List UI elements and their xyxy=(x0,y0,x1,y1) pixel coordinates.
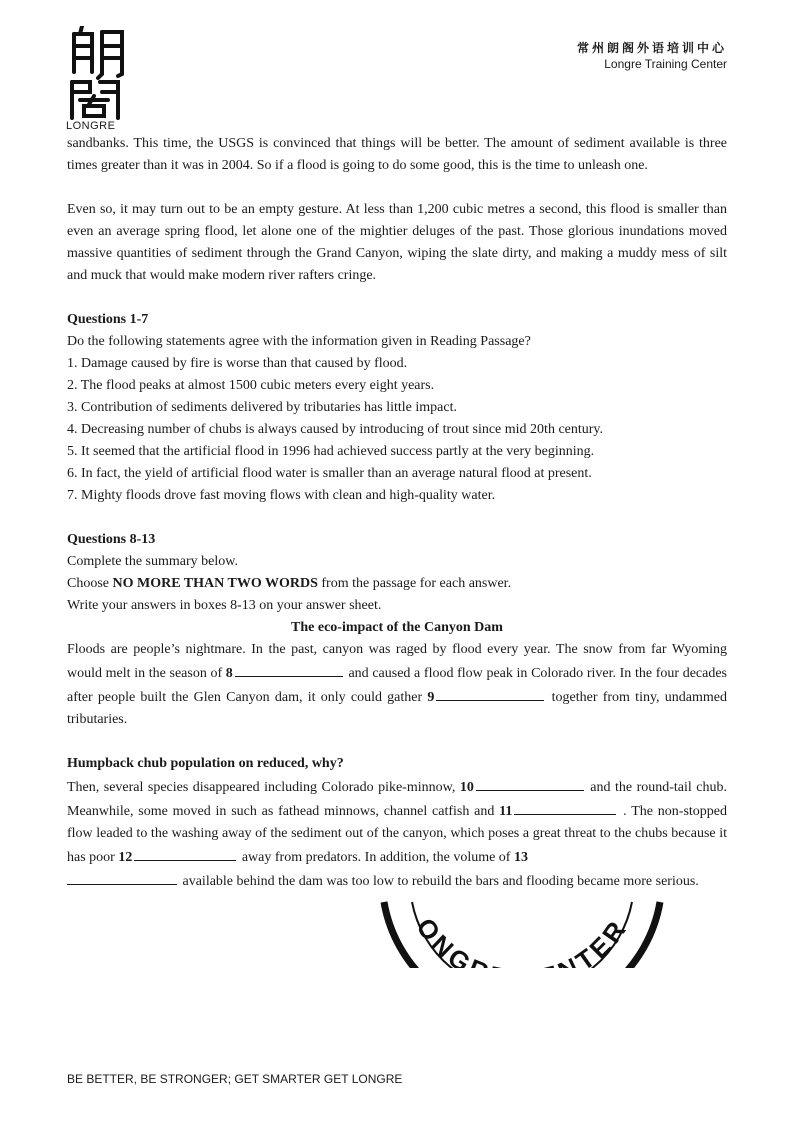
summary-instruction-2: Choose NO MORE THAN TWO WORDS from the passage for each answer. xyxy=(67,576,512,591)
summary-paragraph-1: Floods are people’s nightmare. In the past, canyon was raged by flood every year. The snow from far Wyoming would melt in the season of 8 and caused a flood flow peak in Colorado river. In the four decades after people built the Glen Canyon dam, it only could gather 9 together from tiny, undammed tributaries. xyxy=(67,642,727,727)
answer-blank-13[interactable] xyxy=(67,869,177,885)
summary-title: The eco-impact of the Canyon Dam xyxy=(291,620,503,635)
question-item: 1. Damage caused by fire is worse than that caused by flood. xyxy=(67,356,408,371)
question-item: 3. Contribution of sediments delivered by tributaries has little impact. xyxy=(67,400,457,415)
page-header xyxy=(577,40,727,72)
answer-blank-11[interactable] xyxy=(514,799,616,815)
question-item: 4. Decreasing number of chubs is always caused by introducing of trout since mid 20th century. xyxy=(67,422,604,437)
seal-stamp xyxy=(372,898,672,968)
question-item: 7. Mighty floods drove fast moving flows with clean and high-quality water. xyxy=(67,488,496,503)
header-english-title: Longre Training Center xyxy=(604,57,727,71)
passage-paragraph-2: Even so, it may turn out to be an empty gesture. At less than 1,200 cubic metres a second, this flood is smaller than even an average spring flood, let alone one of the mightier deluges of the past. Those glorious inundations moved massive quantities of sediment through the Grand Canyon, wiping the slate dirty, and making a muddy mess of silt and muck that would make modern river rafters cringe. xyxy=(67,202,727,283)
longre-logo xyxy=(66,26,146,136)
question-item: 6. In fact, the yield of artificial flood water is smaller than an average natural flood at present. xyxy=(67,466,592,481)
question-item: 5. It seemed that the artificial flood in 1996 had achieved success partly at the very beginning. xyxy=(67,444,595,459)
passage-paragraph-1: sandbanks. This time, the USGS is convinced that things will be better. The amount of sediment available is three times greater than it was in 2004. So if a flood is going to do some good, this is the time to unleash one. xyxy=(67,136,727,173)
word-limit: NO MORE THAN TWO WORDS xyxy=(112,576,318,591)
svg-text:ONGRE CENTER: ONG TER xyxy=(410,912,634,968)
answer-blank-12[interactable] xyxy=(134,845,236,861)
questions-8-13-heading: Questions 8-13 xyxy=(67,532,156,547)
questions-1-7-heading: Questions 1-7 xyxy=(67,312,149,327)
logo-wordmark: LONGRE xyxy=(66,120,116,132)
document-body xyxy=(67,133,727,893)
summary-instruction-1: Complete the summary below. xyxy=(67,554,238,569)
summary-instruction-3: Write your answers in boxes 8-13 on your answer sheet. xyxy=(67,598,382,613)
questions-1-7-instruction: Do the following statements agree with the information given in Reading Passage? xyxy=(67,334,531,349)
summary-paragraph-2: Then, several species disappeared including Colorado pike-minnow, 10 and the round-tail chub. Meanwhile, some moved in such as fathead minnows, channel catfish and 11 . The non-stopped flow leaded to the washing away of the sediment out of the canyon, which poses a great threat to the chubs because it has poor 12 away from predators. In addition, the volume of 13 available behind the dam was too low to rebuild the bars and flooding became more serious. xyxy=(67,775,727,893)
header-chinese-title: 常州朗阁外语培训中心 xyxy=(576,41,727,55)
page-footer: BE BETTER, BE STRONGER; GET SMARTER GET LONGRE xyxy=(67,1072,403,1086)
answer-blank-8[interactable] xyxy=(235,661,343,677)
question-item: 2. The flood peaks at almost 1500 cubic meters every eight years. xyxy=(67,378,435,393)
summary-subheading: Humpback chub population on reduced, why? xyxy=(67,756,344,771)
answer-blank-9[interactable] xyxy=(436,685,544,701)
answer-blank-10[interactable] xyxy=(476,775,584,791)
